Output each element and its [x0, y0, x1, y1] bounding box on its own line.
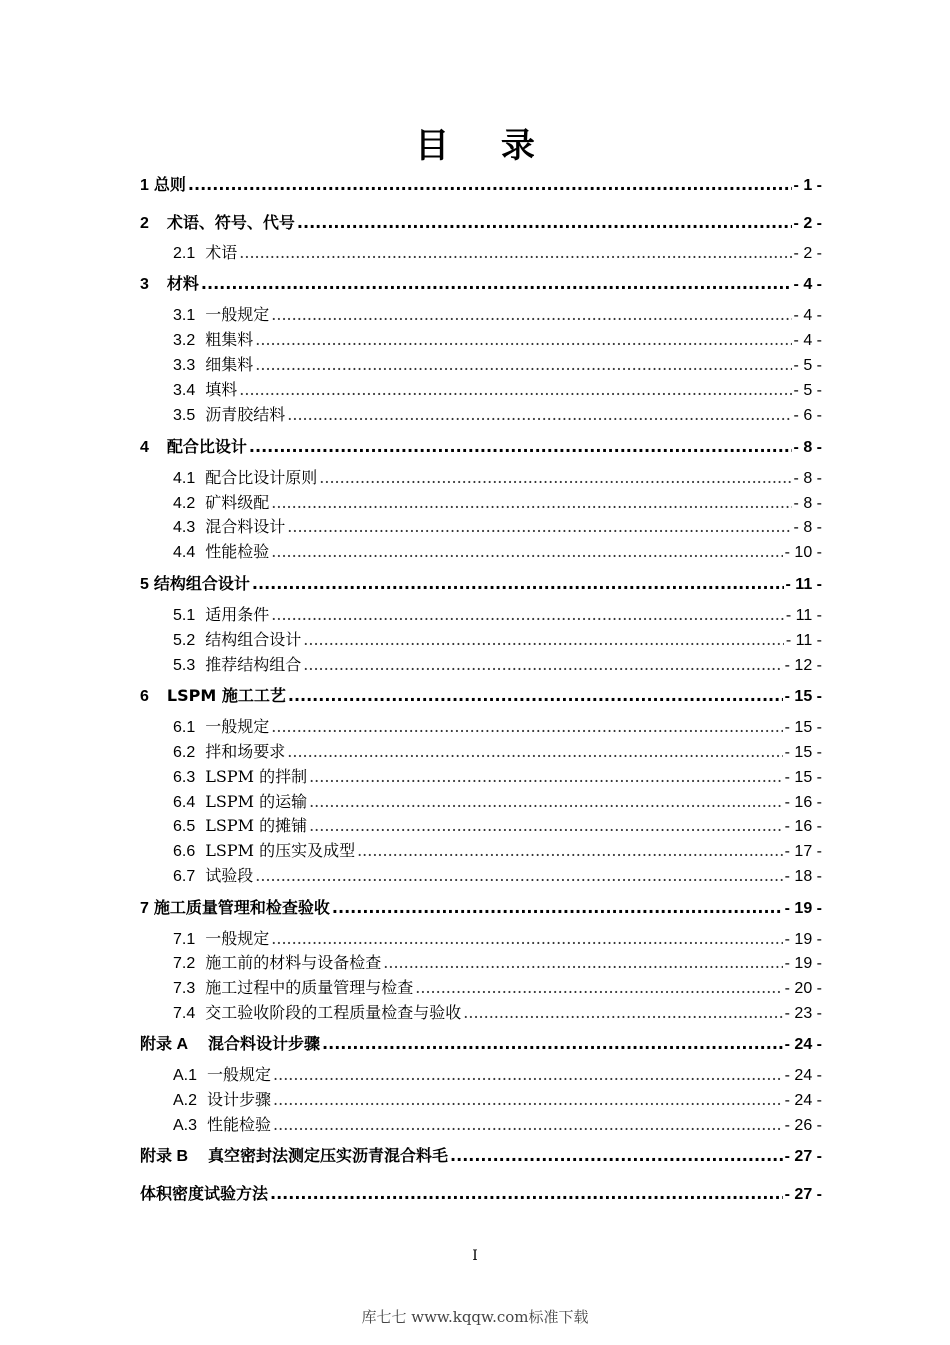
toc-entry-page: - 27 - [784, 1148, 822, 1165]
toc-entry-page: - 27 - [784, 1186, 822, 1203]
toc-entry-page: - 4 - [793, 332, 822, 349]
toc-entry[interactable] [173, 839, 822, 863]
toc-entry-number: 4.1 [173, 470, 196, 487]
toc-entry-number: 6.4 [173, 794, 196, 811]
toc-entry-label: 交工验收阶段的工程质量检查与验收 [205, 1003, 462, 1022]
toc-entry-label: 配合比设计原则 [205, 468, 318, 487]
toc-entry[interactable] [173, 353, 822, 377]
toc-entry-page: - 2 - [793, 245, 822, 262]
toc-entry-number: 3 [140, 276, 149, 293]
toc-entry-number: 7.4 [173, 1005, 196, 1022]
toc-entry[interactable] [173, 715, 822, 739]
toc-entry-page: - 19 - [784, 900, 822, 917]
toc-entry-page: - 20 - [784, 980, 822, 997]
toc-entry-number: 4.2 [173, 495, 196, 512]
toc-entry-label: 体积密度试验方法 [140, 1184, 269, 1203]
toc-leader-dots [415, 976, 782, 1000]
toc-entry-label: 细集料 [205, 355, 254, 374]
toc-entry-page: - 11 - [785, 607, 822, 624]
toc-leader-dots [273, 1088, 783, 1112]
toc-leader-dots [271, 603, 784, 627]
toc-entry-page: - 1 - [793, 177, 822, 194]
toc-entry[interactable] [140, 173, 822, 197]
toc-entry-number: A.1 [173, 1067, 198, 1084]
toc-entry-number: 6.2 [173, 744, 196, 761]
toc-entry[interactable] [173, 814, 822, 838]
toc-entry-number: 4.4 [173, 544, 196, 561]
toc-leader-dots [201, 272, 792, 296]
toc-entry-label: 填料 [205, 380, 238, 399]
toc-entry-number: 2 [140, 215, 149, 232]
toc-entry-label: LSPM 的压实及成型 [205, 841, 356, 860]
toc-leader-dots [252, 572, 784, 596]
toc-entry-number: 附录 A [140, 1036, 189, 1053]
toc-leader-dots [188, 173, 792, 197]
toc-leader-dots [255, 864, 782, 888]
toc-entry-label: 施工过程中的质量管理与检查 [205, 978, 414, 997]
toc-entry-page: - 16 - [784, 818, 822, 835]
toc-entry-number: 6.6 [173, 843, 196, 860]
toc-entry[interactable] [173, 628, 822, 652]
toc-entry-page: - 11 - [785, 576, 822, 593]
toc-entry-page: - 5 - [793, 357, 822, 374]
toc-leader-dots [255, 353, 791, 377]
toc-leader-dots [322, 1032, 783, 1056]
toc-leader-dots [309, 790, 783, 814]
toc-entry-label: 试验段 [205, 866, 254, 885]
page-number: I [472, 1248, 478, 1264]
toc-entry-label: 一般规定 [205, 929, 270, 948]
toc-entry-number: 3.4 [173, 382, 196, 399]
toc-entry-page: - 19 - [784, 931, 822, 948]
toc-entry-label: LSPM 的摊铺 [205, 816, 308, 835]
toc-leader-dots [309, 765, 783, 789]
toc-entry[interactable] [173, 864, 822, 888]
toc-entry-label: 推荐结构组合 [205, 655, 302, 674]
toc-entry-label: 混合料设计步骤 [208, 1034, 321, 1053]
toc-leader-dots [239, 378, 791, 402]
toc-entry-label: 适用条件 [205, 605, 270, 624]
toc-leader-dots [357, 839, 783, 863]
toc-entry[interactable] [140, 896, 822, 920]
toc-entry-number: 2.1 [173, 245, 196, 262]
toc-entry-page: - 15 - [784, 744, 822, 761]
toc-entry-page: - 19 - [784, 955, 822, 972]
toc-entry-label: LSPM 施工工艺 [166, 686, 286, 705]
toc-entry[interactable] [173, 740, 822, 764]
toc-entry[interactable] [173, 765, 822, 789]
toc-leader-dots [271, 540, 782, 564]
toc-entry[interactable] [173, 1063, 822, 1087]
toc-entry[interactable] [173, 1088, 822, 1112]
toc-leader-dots [287, 403, 791, 427]
toc-entry-label: 配合比设计 [166, 437, 247, 456]
toc-leader-dots [287, 515, 791, 539]
toc-entry[interactable] [140, 1182, 822, 1206]
toc-entry-label: 总则 [153, 175, 186, 194]
toc-entry-number: 3.3 [173, 357, 196, 374]
toc-entry-number: 6.3 [173, 769, 196, 786]
toc-entry-number: 6.5 [173, 818, 196, 835]
toc-entry[interactable] [173, 951, 822, 975]
toc-entry-page: - 17 - [784, 843, 822, 860]
toc-entry-label: 矿料级配 [205, 493, 270, 512]
toc-entry-page: - 15 - [784, 769, 822, 786]
toc-entry-number: 4.3 [173, 519, 196, 536]
toc-entry[interactable] [173, 927, 822, 951]
toc-entry-page: - 12 - [784, 657, 822, 674]
toc-entry-page: - 4 - [793, 276, 822, 293]
toc-entry-label: 真空密封法测定压实沥青混合料毛 [208, 1146, 449, 1165]
toc-leader-dots [271, 715, 782, 739]
toc-leader-dots [271, 491, 791, 515]
toc-entry-number: 3.5 [173, 407, 196, 424]
toc-entry[interactable] [140, 435, 822, 459]
toc-entry-number: 3.2 [173, 332, 196, 349]
toc-entry[interactable] [173, 1113, 822, 1137]
toc-entry[interactable] [173, 653, 822, 677]
toc-entry[interactable] [173, 241, 822, 265]
toc-entry-number: 5 [140, 576, 149, 593]
toc-entry-page: - 15 - [784, 719, 822, 736]
toc-entry-number: 7 [140, 900, 149, 917]
toc-leader-dots [309, 814, 783, 838]
toc-entry-number: 6.1 [173, 719, 196, 736]
toc-entry-label: 性能检验 [207, 1115, 272, 1134]
toc-entry-label: 施工前的材料与设备检查 [205, 953, 382, 972]
toc-entry-page: - 11 - [785, 632, 822, 649]
toc-entry-label: 粗集料 [205, 330, 254, 349]
toc-entry-page: - 8 - [793, 519, 822, 536]
toc-entry-number: 4 [140, 439, 149, 456]
toc-entry-number: 7.3 [173, 980, 196, 997]
toc-entry[interactable] [173, 378, 822, 402]
toc-entry[interactable] [173, 328, 822, 352]
toc-leader-dots [249, 435, 792, 459]
toc-entry-page: - 15 - [784, 688, 822, 705]
toc-entry-page: - 26 - [784, 1117, 822, 1134]
toc-entry-page: - 8 - [793, 439, 822, 456]
toc-entry-label: 沥青胶结料 [205, 405, 286, 424]
toc-leader-dots [463, 1001, 782, 1025]
toc-entry-label: 结构组合设计 [205, 630, 302, 649]
toc-entry[interactable] [173, 466, 822, 490]
toc-leader-dots [255, 328, 791, 352]
toc-entry[interactable] [173, 1001, 822, 1025]
toc-entry-label: 设计步骤 [207, 1090, 272, 1109]
toc-entry[interactable] [173, 515, 822, 539]
toc-entry[interactable] [173, 540, 822, 564]
toc-entry-page: - 8 - [793, 495, 822, 512]
toc-leader-dots [383, 951, 782, 975]
toc-entry-page: - 18 - [784, 868, 822, 885]
toc-entry[interactable] [173, 603, 822, 627]
toc-entry-page: - 24 - [784, 1036, 822, 1053]
toc-entry-page: - 8 - [793, 470, 822, 487]
toc-entry-label: LSPM 的运输 [205, 792, 308, 811]
toc-entry-label: 材料 [166, 274, 199, 293]
toc-entry-label: 一般规定 [205, 717, 270, 736]
toc-entry[interactable] [140, 572, 822, 596]
toc-entry-page: - 10 - [784, 544, 822, 561]
toc-entry-label: 一般规定 [207, 1065, 272, 1084]
toc-entry-label: 一般规定 [205, 305, 270, 324]
toc-leader-dots [273, 1113, 783, 1137]
toc-entry-page: - 2 - [793, 215, 822, 232]
toc-leader-dots [273, 1063, 783, 1087]
toc-leader-dots [288, 684, 783, 708]
toc-entry[interactable] [140, 272, 822, 296]
toc-entry[interactable] [140, 1144, 822, 1168]
toc-entry-number: 5.1 [173, 607, 196, 624]
toc-entry-page: - 24 - [784, 1067, 822, 1084]
toc-entry-label: 拌和场要求 [205, 742, 286, 761]
toc-entry-page: - 24 - [784, 1092, 822, 1109]
toc-entry-page: - 23 - [784, 1005, 822, 1022]
toc-entry-number: 附录 B [140, 1148, 189, 1165]
toc-entry-number: 1 [140, 177, 149, 194]
toc-entry-number: 6 [140, 688, 149, 705]
toc-entry[interactable] [173, 790, 822, 814]
toc-entry-label: 术语 [205, 243, 238, 262]
toc-leader-dots [270, 1182, 783, 1206]
toc-entry-label: 结构组合设计 [153, 574, 250, 593]
toc-leader-dots [271, 303, 791, 327]
toc-title: 目 录 [415, 126, 555, 166]
toc-leader-dots [319, 466, 791, 490]
toc-leader-dots [332, 896, 783, 920]
toc-entry[interactable] [173, 976, 822, 1000]
toc-entry-number: 6.7 [173, 868, 196, 885]
toc-leader-dots [287, 740, 782, 764]
footer-watermark: 库七七 www.kqqw.com标准下载 [361, 1308, 589, 1326]
toc-entry-page: - 5 - [793, 382, 822, 399]
toc-entry[interactable] [173, 491, 822, 515]
toc-entry-number: 7.2 [173, 955, 196, 972]
toc-entry-label: LSPM 的拌制 [205, 767, 308, 786]
toc-leader-dots [239, 241, 791, 265]
toc-entry-label: 术语、符号、代号 [166, 213, 295, 232]
toc-entry-number: 5.3 [173, 657, 196, 674]
toc-entry-label: 施工质量管理和检查验收 [153, 898, 330, 917]
toc-entry-number: A.3 [173, 1117, 198, 1134]
toc-entry-page: - 6 - [793, 407, 822, 424]
toc-entry-number: 5.2 [173, 632, 196, 649]
toc-entry-number: 3.1 [173, 307, 196, 324]
toc-leader-dots [450, 1144, 783, 1168]
toc-entry[interactable] [173, 403, 822, 427]
toc-entry-page: - 16 - [784, 794, 822, 811]
toc-leader-dots [297, 211, 792, 235]
toc-entry-page: - 4 - [793, 307, 822, 324]
toc-leader-dots [303, 653, 782, 677]
toc-entry-number: 7.1 [173, 931, 196, 948]
toc-entry[interactable] [140, 1032, 822, 1056]
toc-entry-label: 混合料设计 [205, 517, 286, 536]
toc-leader-dots [303, 628, 784, 652]
toc-entry[interactable] [140, 211, 822, 235]
toc-entry-label: 性能检验 [205, 542, 270, 561]
toc-entry[interactable] [140, 684, 822, 708]
toc-entry[interactable] [173, 303, 822, 327]
toc-entry-number: A.2 [173, 1092, 198, 1109]
toc-leader-dots [271, 927, 782, 951]
